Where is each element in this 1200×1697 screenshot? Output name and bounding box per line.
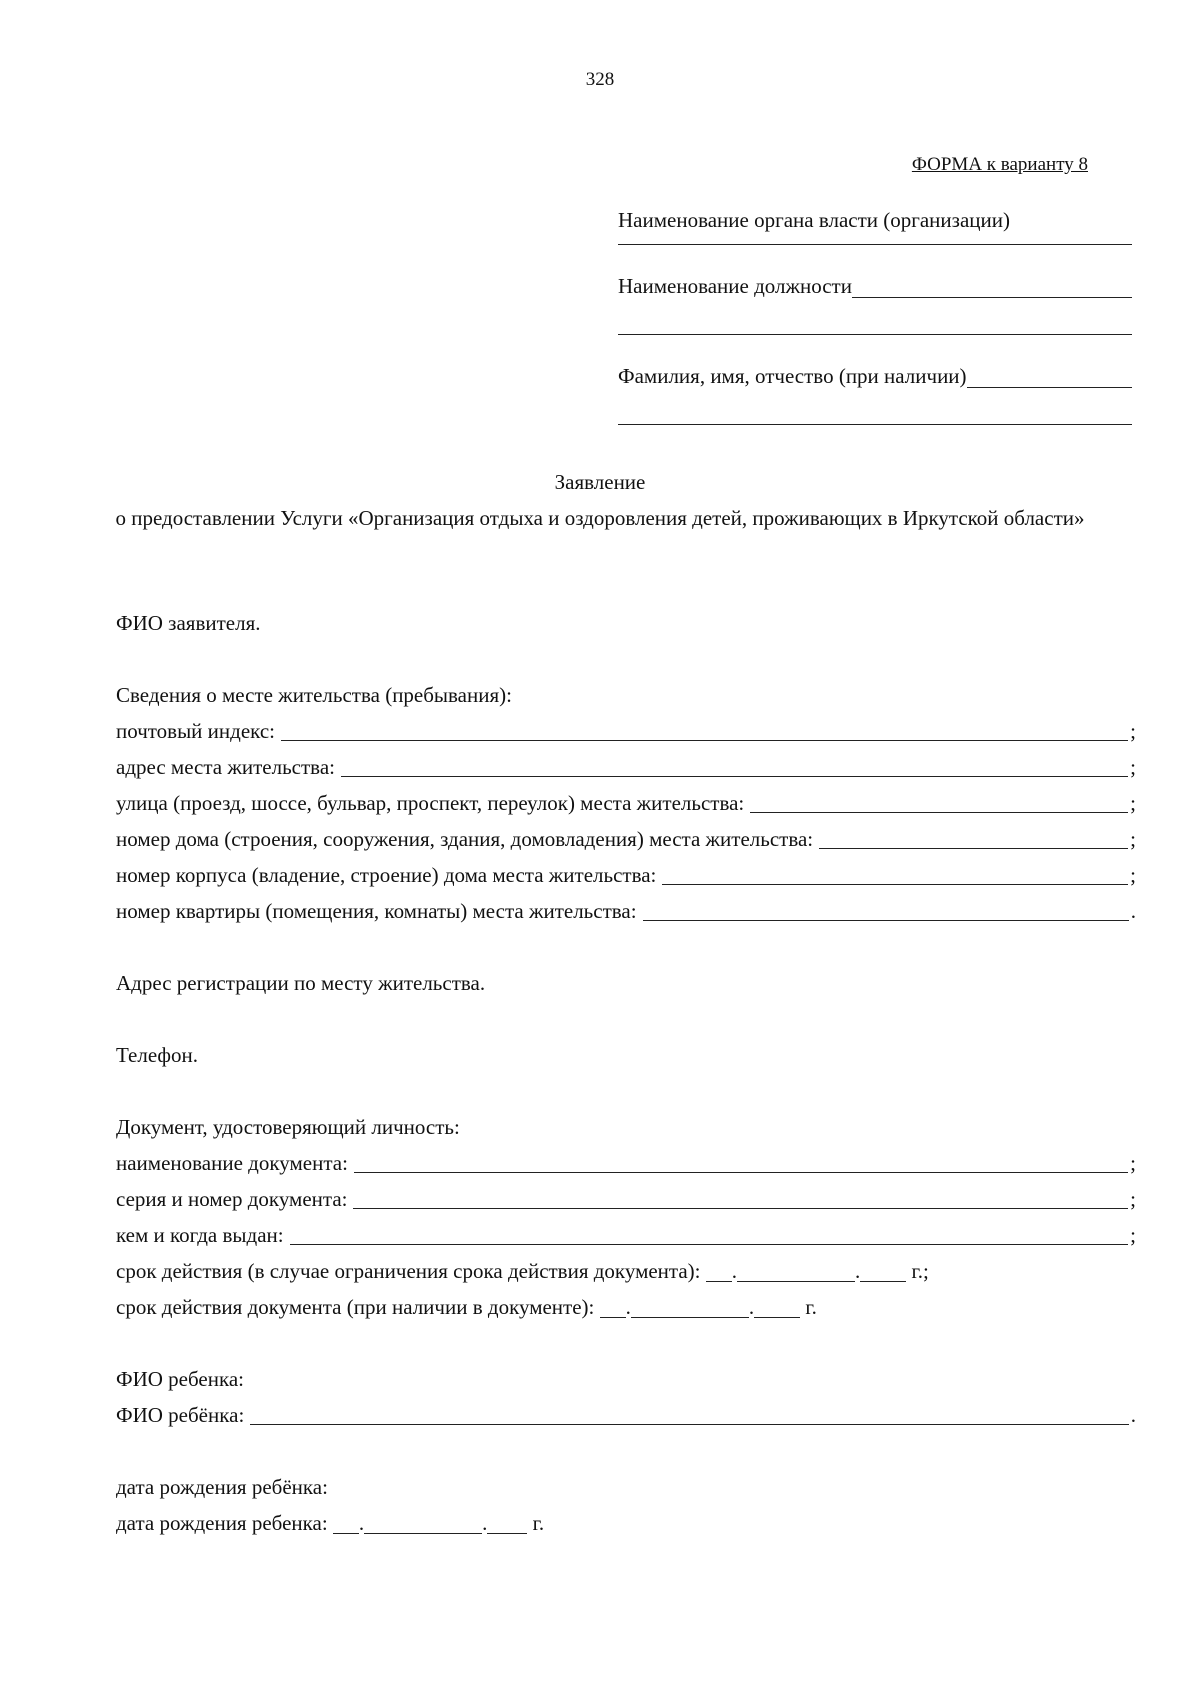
page-number: 328 <box>585 69 615 90</box>
postal-index-row <box>116 713 1136 749</box>
registration-row <box>116 965 1136 1001</box>
validity-document-date-field[interactable]: . . <box>594 1289 805 1325</box>
year-suffix: г.; <box>911 1259 929 1283</box>
form-body <box>116 605 1136 1541</box>
document-name-row <box>116 1145 1136 1181</box>
house-field[interactable] <box>819 848 1128 849</box>
series-number-row <box>116 1181 1136 1217</box>
row-end-semicolon: ; <box>1130 1151 1136 1175</box>
row-end-semicolon: ; <box>1130 1223 1136 1247</box>
authority-label: Наименование органа власти (организации) <box>618 208 1010 232</box>
child-fio-label: ФИО ребёнка: <box>116 1403 245 1427</box>
house-label: номер дома (строения, сооружения, здания, домовладения) места жительства: <box>116 827 814 851</box>
house-row <box>116 821 1136 857</box>
registration-label: Адрес регистрации по месту жительства. <box>116 971 486 995</box>
apartment-label: номер квартиры (помещения, комнаты) места жительства: <box>116 899 637 923</box>
residence-heading-row <box>116 677 1136 713</box>
postal-index-field[interactable] <box>281 740 1128 741</box>
apartment-row <box>116 893 1136 929</box>
child-birth-heading-row <box>116 1469 1136 1505</box>
position-label: Наименование должности <box>618 274 852 298</box>
building-label: номер корпуса (владение, строение) дома места жительства: <box>116 863 657 887</box>
row-end-semicolon: ; <box>1130 719 1136 743</box>
row-end-semicolon: ; <box>1130 791 1136 815</box>
validity-document-label: срок действия документа (при наличии в документе): <box>116 1295 595 1319</box>
address-label: адрес места жительства: <box>116 755 335 779</box>
title-block <box>0 464 1200 536</box>
building-row <box>116 857 1136 893</box>
full-name-label: Фамилия, имя, отчество (при наличии) <box>618 364 967 388</box>
issued-field[interactable] <box>290 1244 1129 1245</box>
position-line <box>618 274 1132 304</box>
row-end-semicolon: ; <box>1130 755 1136 779</box>
street-row <box>116 785 1136 821</box>
position-field-extra[interactable] <box>618 334 1132 335</box>
postal-index-label: почтовый индекс: <box>116 719 275 743</box>
issued-row <box>116 1217 1136 1253</box>
row-end-period: . <box>1130 1403 1136 1427</box>
document-name-label: наименование документа: <box>116 1151 348 1175</box>
authority-line <box>618 208 1132 238</box>
addressee-block <box>618 208 1132 454</box>
child-birth-heading: дата рождения ребёнка: <box>116 1475 328 1499</box>
child-fio-row <box>116 1397 1136 1433</box>
authority-field[interactable] <box>618 244 1132 245</box>
phone-label: Телефон. <box>116 1043 199 1067</box>
building-field[interactable] <box>662 884 1128 885</box>
child-fio-field[interactable] <box>250 1424 1128 1425</box>
row-end-semicolon: ; <box>1130 1187 1136 1211</box>
child-birth-row <box>116 1505 1136 1541</box>
validity-document-row <box>116 1289 1136 1325</box>
row-end-semicolon: ; <box>1130 863 1136 887</box>
applicant-fio-row <box>116 605 1136 641</box>
issued-label: кем и когда выдан: <box>116 1223 284 1247</box>
street-field[interactable] <box>750 812 1128 813</box>
full-name-field-extra[interactable] <box>618 424 1132 425</box>
document-name-field[interactable] <box>354 1172 1128 1173</box>
full-name-field[interactable] <box>967 387 1132 388</box>
year-suffix: г. <box>805 1295 817 1319</box>
series-number-field[interactable] <box>353 1208 1128 1209</box>
validity-limited-date-field[interactable]: . . <box>701 1253 912 1289</box>
position-field[interactable] <box>852 297 1132 298</box>
street-label: улица (проезд, шоссе, бульвар, проспект, переулок) места жительства: <box>116 791 745 815</box>
identity-heading-row <box>116 1109 1136 1145</box>
residence-heading: Сведения о месте жительства (пребывания): <box>116 683 512 707</box>
child-fio-heading: ФИО ребенка: <box>116 1367 244 1391</box>
validity-limited-label: срок действия (в случае ограничения срока действия документа): <box>116 1259 701 1283</box>
child-fio-heading-row <box>116 1361 1136 1397</box>
applicant-fio-label: ФИО заявителя. <box>116 611 261 635</box>
identity-heading: Документ, удостоверяющий личность: <box>116 1115 460 1139</box>
full-name-line <box>618 364 1132 394</box>
document-subtitle: о предоставлении Услуги «Организация отдыха и оздоровления детей, проживающих в Иркутской области» <box>115 506 1085 530</box>
apartment-field[interactable] <box>643 920 1129 921</box>
phone-row <box>116 1037 1136 1073</box>
form-reference: ФОРМА к варианту 8 <box>911 154 1088 175</box>
validity-limited-row <box>116 1253 1136 1289</box>
child-birth-date-field[interactable]: . . <box>328 1505 533 1541</box>
document-title: Заявление <box>554 470 646 494</box>
address-field[interactable] <box>341 776 1128 777</box>
year-suffix: г. <box>532 1511 545 1535</box>
series-number-label: серия и номер документа: <box>116 1187 348 1211</box>
child-birth-label: дата рождения ребенка: <box>116 1511 328 1535</box>
row-end-period: . <box>1130 899 1136 923</box>
address-row <box>116 749 1136 785</box>
row-end-semicolon: ; <box>1130 827 1136 851</box>
